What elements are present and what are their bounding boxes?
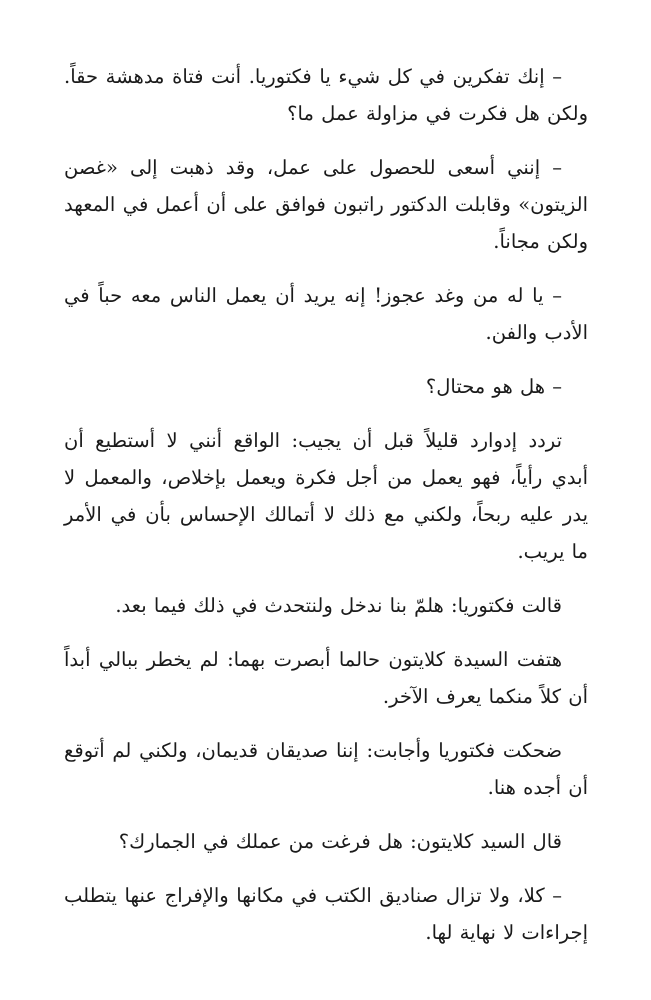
paragraph-9: قال السيد كلايتون: هل فرغت من عملك في الجمارك؟ xyxy=(118,830,562,853)
paragraph-4: – هل هو محتال؟ xyxy=(425,375,562,398)
paragraph-3: – يا له من وغد عجوز! إنه يريد أن يعمل الناس معه حباً في الأدب والفن. xyxy=(64,284,588,344)
paragraph-5: تردد إدوارد قليلاً قبل أن يجيب: الواقع أنني لا أستطيع أن أبدي رأياً، فهو يعمل من أجل فكرة ويعمل بإخلاص، والمعمل لا يدر عليه ربحاً، ولكني مع ذلك لا أتمالك الإحساس بأن في الأمر ما يريب. xyxy=(64,429,588,563)
paragraph-8: ضحكت فكتوريا وأجابت: إننا صديقان قديمان، ولكني لم أتوقع أن أجده هنا. xyxy=(64,739,588,799)
paragraph-6: قالت فكتوريا: هلمّ بنا ندخل ولنتحدث في ذلك فيما بعد. xyxy=(115,594,562,617)
paragraph-7: هتفت السيدة كلايتون حالما أبصرت بهما: لم يخطر ببالي أبداً أن كلاً منكما يعرف الآخر. xyxy=(64,648,588,708)
paragraph-10: – كلا، ولا تزال صناديق الكتب في مكانها والإفراج عنها يتطلب إجراءات لا نهاية لها. xyxy=(64,884,588,944)
paragraph-1: – إنك تفكرين في كل شيء يا فكتوريا. أنت فتاة مدهشة حقاً. ولكن هل فكرت في مزاولة عمل ما؟ xyxy=(64,65,588,125)
paragraph-2: – إنني أسعى للحصول على عمل، وقد ذهبت إلى «غصن الزيتون» وقابلت الدكتور راتبون فوافق على أن أعمل في المعهد ولكن مجاناً. xyxy=(64,156,588,253)
book-page xyxy=(64,58,588,988)
